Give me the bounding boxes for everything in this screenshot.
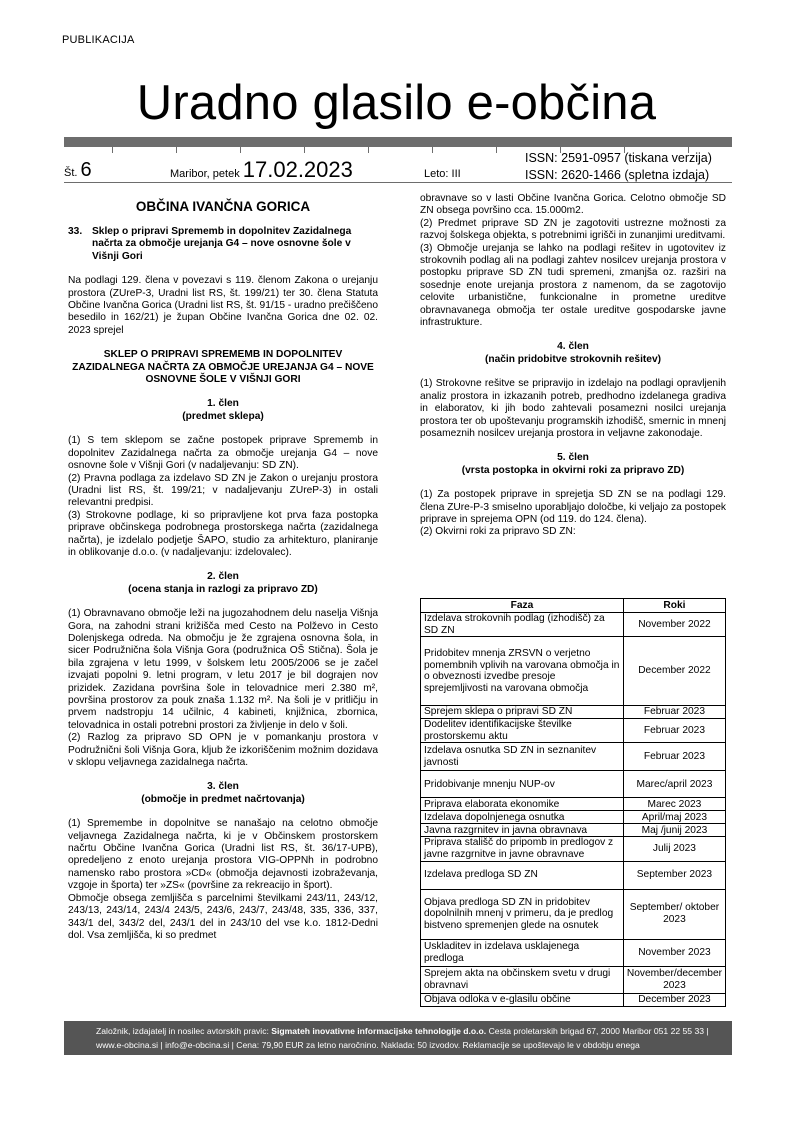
preamble: Na podlagi 129. člena v povezavi s 119. členom Zakona o urejanju prostora (ZUreP-3, Uradni list RS, št. 199/21) ter 30. člena Statuta Občine Ivančna Gorica (Uradni list RS, št. 91/15 - uradno prečiščeno besedilo in 162/21) je župan Občine Ivančna Gorica dne 02. 02. 2023 sprejel (68, 275, 378, 336)
table-row (421, 798, 726, 811)
table-cell-faza: Pridobitev mnenja ZRSVN o verjetno pomembnih vplivih na varovana območja in o obveznosti izvedbe presoje sprejemljivosti na varovana območja (421, 637, 624, 706)
clen1-paragraph-2: (2) Pravna podlaga za izdelavo SD ZN je Zakon o urejanju prostora (Uradni list RS, št. 199/21; v nadaljevanju ZUreP-3) in ostali relevantni predpisi. (68, 472, 378, 509)
table-cell-roki: Marec/april 2023 (623, 771, 725, 798)
issn-print: ISSN: 2591-0957 (tiskana verzija) (525, 151, 712, 165)
phases-table (420, 598, 726, 1007)
masthead-rule (64, 137, 732, 147)
table-cell-faza: Dodelitev identifikacijske številke prostorskemu aktu (421, 719, 624, 743)
table-cell-faza: Sprejem akta na občinskem svetu v drugi obravnavi (421, 966, 624, 993)
table-cell-roki: November 2022 (623, 613, 725, 637)
issue-number: Št. 6 (64, 159, 92, 181)
clen3-paragraph-4: (3) Območje urejanja se lahko na podlagi rešitev in ugotovitev iz strokovnih podlag ali na podlagi zahtev nosilcev urejanja prostora v postopku priprave SD ZN tudi spremeni, zmanjša oz. razširi na sosednje enote urejanja prostora z namenom, da se zagotovijo celovite urbanistične, funkcionalne in prometne ureditve obravnavanega območja ter ostale ureditve gospodarske javne infrastrukture. (420, 242, 726, 329)
table-row (421, 837, 726, 861)
table-cell-faza: Priprava elaborata ekonomike (421, 798, 624, 811)
publisher-name: Sigmateh inovativne informacijske tehnologije d.o.o. (271, 1026, 487, 1036)
table-row (421, 706, 726, 719)
table-cell-faza: Uskladitev in izdelava usklajenega predloga (421, 939, 624, 966)
table-cell-roki: December 2023 (623, 993, 725, 1006)
table-row (421, 824, 726, 837)
publisher-footer: Založnik, izdajatelj in nosilec avtorskih pravic: Sigmateh inovativne informacijske tehnologije d.o.o. Cesta proletarskih brigad 67, 2000 Maribor 051 22 55 33 | www.e-obcina.si | info@e-obcina.si | Cena: 79,90 EUR za letno naročnino. Naklada: 50 izvodov. Reklamacije se upoštevajo le v obdobju enega (64, 1021, 732, 1055)
clen3-paragraph-1: (1) Spremembe in dopolnitve se nanašajo na celotno območje veljavnega Zazidalnega načrta, ki je v Občinskem prostorskem načrtu Občine Ivančna Gorica (Uradni list RS, št. 36/17-UPB), opredeljeno z enoto urejanja prostora VIG-OPPNh in podrobno namensko rabo prostora »CD« (območja dejavnosti izobraževanja, vzgoje in športa) ter »ZS« (površine za rekreacijo in šport). (68, 818, 378, 892)
table-cell-roki: September 2023 (623, 861, 725, 889)
municipality-heading: OBČINA IVANČNA GORICA (135, 199, 311, 214)
continued-paragraph: obravnave so v lasti Občine Ivančna Gorica. Celotno območje SD ZN obsega površino cca. 15.000m2. (420, 193, 726, 217)
table-row (421, 637, 726, 706)
table-cell-faza: Izdelava dopolnjenega osnutka (421, 811, 624, 824)
table-cell-roki: November/december 2023 (623, 966, 725, 993)
left-column (68, 198, 378, 942)
column-header-faza: Faza (421, 599, 624, 613)
year-label: Leto: III (424, 168, 461, 180)
website-link[interactable]: www.e-obcina.si (96, 1040, 159, 1050)
table-row (421, 771, 726, 798)
clen3-title: 3. člen (207, 781, 239, 793)
table-cell-roki: November 2023 (623, 939, 725, 966)
table-cell-faza: Izdelava osnutka SD ZN in seznanitev javnosti (421, 743, 624, 771)
table-cell-roki: Februar 2023 (623, 706, 725, 719)
clen1-paragraph-1: (1) S tem sklepom se začne postopek priprave Sprememb in dopolnitev Zazidalnega načrta za območje urejanja G4 – nove osnovne šole v Višnji Gori (v nadaljevanju: SD ZN). (68, 435, 378, 472)
clen2-paragraph-2: (2) Razlog za pripravo SD OPN je v pomankanju prostora v Podružnični šoli Višnja Gora, kljub že izkoriščenim možnim dozidava v sklopu veljavnega zazidalnega načrta. (68, 732, 378, 769)
table-cell-faza: Izdelava strokovnih podlag (izhodišč) za SD ZN (421, 613, 624, 637)
table-cell-faza: Objava predloga SD ZN in pridobitev dopolnilnih mnenj v primeru, da je predlog bistveno spremenjen glede na osnutek (421, 889, 624, 939)
clen5-paragraph-1: (1) Za postopek priprave in sprejetja SD ZN se na podlagi 129. člena ZUre-P-3 smiselno uporabljajo določbe, ki veljajo za postopek priprave in sprejema OPN (od 119. do 124. člena). (420, 489, 726, 525)
clen4-title: 4. člen (557, 341, 589, 353)
table-header-row (421, 599, 726, 613)
table-cell-faza: Izdelava predloga SD ZN (421, 861, 624, 889)
column-header-roki: Roki (623, 599, 725, 613)
table-row (421, 613, 726, 637)
table-cell-roki: April/maj 2023 (623, 811, 725, 824)
clen3-paragraph-2: Območje obsega zemljišča s parcelnimi številkami 243/11, 243/12, 243/13, 243/14, 243/4 243/5, 243/6, 243/7, 243/48, 335, 336, 337, 343/1 del, 343/2 del, 243/1 del in 243/10 del vse k.o. 1812-Dedni dol. Vsa zemljišča, ki so predmet (68, 892, 378, 941)
table-row (421, 939, 726, 966)
issue-date: Maribor, petek 17.02.2023 (170, 157, 353, 182)
publication-label: PUBLIKACIJA (62, 34, 135, 46)
table-row (421, 719, 726, 743)
issn-web: ISSN: 2620-1466 (spletna izdaja) (525, 168, 710, 182)
act-title: 33. Sklep o pripravi Sprememb in dopolnitev Zazidalnega načrta za območje urejanja G4 – nove osnovne šole v Višnji Gori (68, 226, 352, 262)
clen5-subtitle: (vrsta postopka in okvirni roki za pripravo ZD) (461, 464, 685, 476)
clen3-paragraph-3: (2) Predmet priprave SD ZN je zagotoviti ustrezne možnosti za razvoj šolskega objekta, s potrebnimi igrišči in zunanjimi ureditvami. (420, 217, 726, 242)
table-row (421, 993, 726, 1006)
table-cell-roki: December 2022 (623, 637, 725, 706)
email-link[interactable]: info@e-obcina.si (165, 1040, 230, 1050)
table-row (421, 889, 726, 939)
clen1-subtitle: (predmet sklepa) (182, 410, 264, 422)
table-cell-roki: Februar 2023 (623, 743, 725, 771)
decision-title: SKLEP O PRIPRAVI SPREMEMB IN DOPOLNITEV ZAZIDALNEGA NAČRTA ZA OBMOČJE UREJANJA G4 – NOVE OSNOVNE ŠOLE V VIŠNJI GORI (72, 349, 374, 386)
table-row (421, 811, 726, 824)
header-divider (64, 182, 732, 183)
table-cell-roki: Marec 2023 (623, 798, 725, 811)
clen4-subtitle: (način pridobitve strokovnih rešitev) (484, 353, 662, 365)
clen5-paragraph-2: (2) Okvirni roki za pripravo SD ZN: (420, 526, 576, 538)
masthead-title: Uradno glasilo e-občina (136, 76, 657, 130)
table-row (421, 743, 726, 771)
right-column (420, 193, 726, 539)
table-row (421, 861, 726, 889)
table-row (421, 966, 726, 993)
table-cell-faza: Priprava stališč do pripomb in predlogov z javne razgrnitve in javne obravnave (421, 837, 624, 861)
table-cell-roki: Februar 2023 (623, 719, 725, 743)
clen2-title: 2. člen (207, 571, 239, 583)
clen3-subtitle: (območje in predmet načrtovanja) (141, 793, 305, 805)
table-cell-faza: Sprejem sklepa o pripravi SD ZN (421, 706, 624, 719)
clen1-paragraph-3: (3) Strokovne podlage, ki so pripravljene kot prva faza postopka priprave občinskega podrobnega prostorskega načrta (zazidalnega načrta), je izdelalo podjetje ŠAPO, studio za arhitekturo, planiranje in oblikovanje d.o.o. (v nadaljevanju: izdelovalec). (68, 509, 378, 558)
table-cell-roki: September/ oktober 2023 (623, 889, 725, 939)
clen5-title: 5. člen (557, 452, 589, 464)
clen2-subtitle: (ocena stanja in razlogi za pripravo ZD) (128, 583, 318, 595)
table-cell-faza: Javna razgrnitev in javna obravnava (421, 824, 624, 837)
clen2-paragraph-1: (1) Obravnavano območje leži na jugozahodnem delu naselja Višnja Gora, na zahodni strani križišča med Cesto na Polževo in Cesto Dolenjskega odreda. Na območju je že zgrajena osnovna šola, in sicer Podružnična šola Višnja Gora (podružnica OŠ Stična). Šola je bila zgrajena v letu 1999, v šolskem letu 2005/2006 se je začel izvajati popolni 9. letni program, v letu 2017 je bil dograjen nov prizidek. Zazidana površina šole in telovadnice meri 2.380 m², površina prostorov za pouk znaša 1.132 m². Na šoli je v pritličju in prvem nadstropju 14 učilnic, 4 kabineti, knjižnica, zbornica, telovadnica in ostali potrebni prostori za življenje in delo v šoli. (68, 608, 378, 731)
clen4-paragraph-1: (1) Strokovne rešitve se pripravijo in izdelajo na podlagi opravljenih analiz prostora in izkazanih potreb, predhodno izdelanega gradiva in elaboratov, ki jih bodo zahtevali posamezni nosilci urejanja prostora ter ob upoštevanju programskih izhodišč, smernic in mnenj posameznih nosilcev urejanja prostora in veljavne zakonodaje. (420, 378, 726, 439)
table-cell-faza: Objava odloka v e-glasilu občine (421, 993, 624, 1006)
clen1-title: 1. člen (207, 398, 239, 410)
table-cell-faza: Pridobivanje mnenju NUP-ov (421, 771, 624, 798)
table-cell-roki: Maj /junij 2023 (623, 824, 725, 837)
table-cell-roki: Julij 2023 (623, 837, 725, 861)
